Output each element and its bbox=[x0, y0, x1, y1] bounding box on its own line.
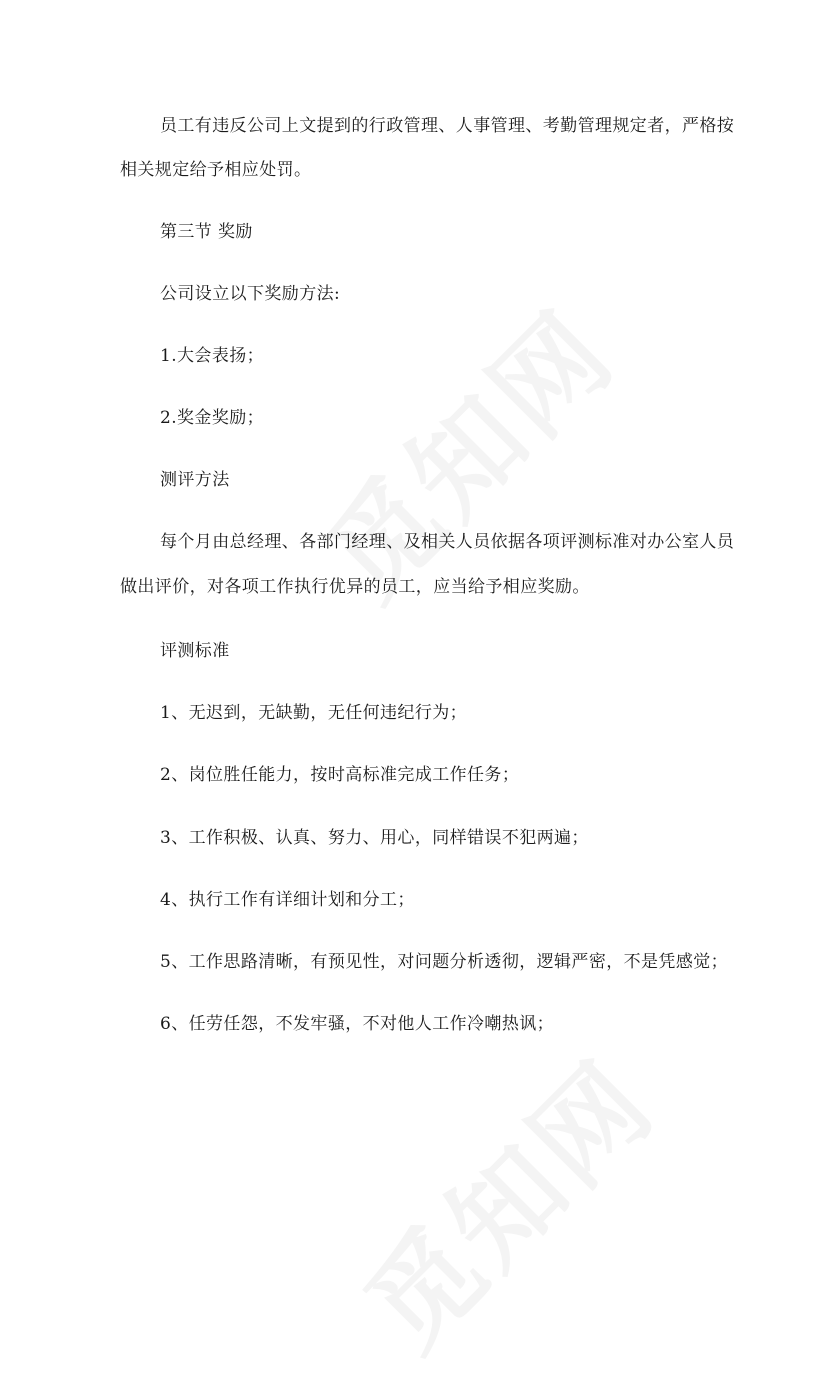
watermark bbox=[325, 1020, 683, 1378]
paragraph-text: 做出评价，对各项工作执行优异的员工，应当给予相应奖励。 bbox=[120, 577, 590, 597]
paragraph-text: 相关规定给予相应处罚。 bbox=[120, 160, 312, 180]
watermark bbox=[285, 270, 643, 628]
list-item: 6、任劳任怨，不发牢骚，不对他人工作冷嘲热讽； bbox=[160, 1014, 555, 1034]
subheading: 测评方法 bbox=[160, 470, 230, 490]
list-item: 1、无迟到，无缺勤，无任何违纪行为； bbox=[160, 703, 468, 723]
list-item: 5、工作思路清晰，有预见性，对问题分析透彻，逻辑严密，不是凭感觉； bbox=[160, 952, 729, 972]
paragraph-text: 公司设立以下奖励方法: bbox=[160, 284, 341, 304]
paragraph-text: 每个月由总经理、各部门经理、及相关人员依据各项评测标准对办公室人员 bbox=[160, 532, 735, 552]
list-item: 1.大会表扬； bbox=[160, 346, 265, 366]
list-item: 2、岗位胜任能力，按时高标准完成工作任务； bbox=[160, 765, 520, 785]
paragraph-text: 员工有违反公司上文提到的行政管理、人事管理、考勤管理规定者，严格按 bbox=[160, 116, 735, 136]
list-item: 4、执行工作有详细计划和分工； bbox=[160, 890, 415, 910]
list-item: 2.奖金奖励； bbox=[160, 408, 265, 428]
subheading: 评测标准 bbox=[160, 641, 230, 661]
list-item: 3、工作积极、认真、努力、用心，同样错误不犯两遍； bbox=[160, 828, 589, 848]
section-heading: 第三节 奖励 bbox=[160, 222, 253, 242]
